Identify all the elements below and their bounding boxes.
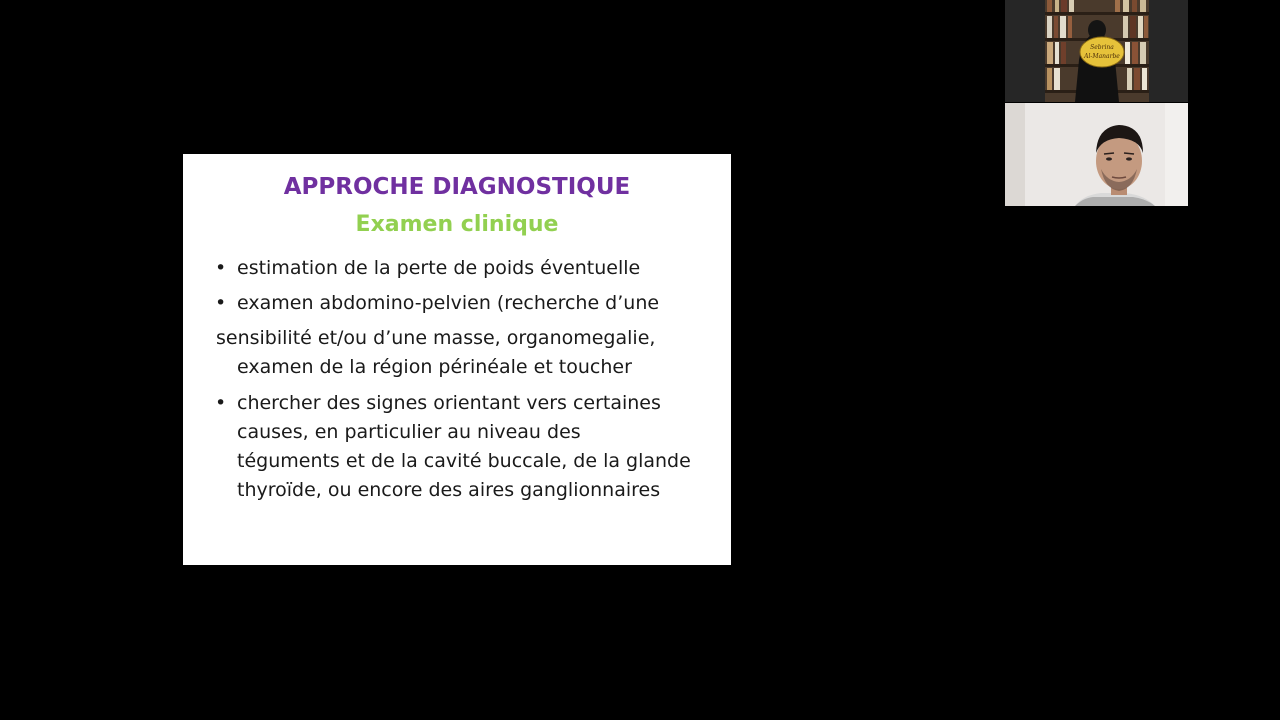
slide-bullet-2-continuation: examen de la région périnéale et toucher bbox=[237, 356, 632, 378]
slide-subtitle: Examen clinique bbox=[355, 212, 559, 237]
bullet-icon: • bbox=[215, 392, 227, 414]
bookshelf-video-frame bbox=[1005, 0, 1188, 102]
slide-bullet-3-continuation: causes, en particulier au niveau des bbox=[237, 421, 581, 443]
slide-bullet-2: examen abdomino-pelvien (recherche d’une bbox=[237, 292, 660, 314]
slide-bullet-3-continuation: thyroïde, ou encore des aires ganglionnaires bbox=[237, 479, 661, 501]
slide-bullet-2-continuation: sensibilité et/ou d’une masse, organomegalie, bbox=[216, 327, 656, 349]
shared-slide bbox=[183, 154, 731, 565]
participant-video-tile-host[interactable] bbox=[1005, 0, 1188, 102]
bullet-icon: • bbox=[215, 257, 227, 279]
bullet-icon: • bbox=[215, 292, 227, 314]
speaker-video-frame bbox=[1005, 103, 1188, 206]
slide-title: APPROCHE DIAGNOSTIQUE bbox=[283, 174, 631, 200]
slide-bullet-3-continuation: téguments et de la cavité buccale, de la glande bbox=[237, 450, 691, 472]
svg-text:Al-Manarbe: Al-Manarbe bbox=[1084, 53, 1120, 60]
participant-video-tile-speaker[interactable] bbox=[1005, 103, 1188, 206]
svg-text:Sebrina: Sebrina bbox=[1090, 44, 1114, 51]
slide-bullet-1: estimation de la perte de poids éventuelle bbox=[237, 257, 641, 279]
slide-bullet-3: chercher des signes orientant vers certaines bbox=[237, 392, 661, 414]
